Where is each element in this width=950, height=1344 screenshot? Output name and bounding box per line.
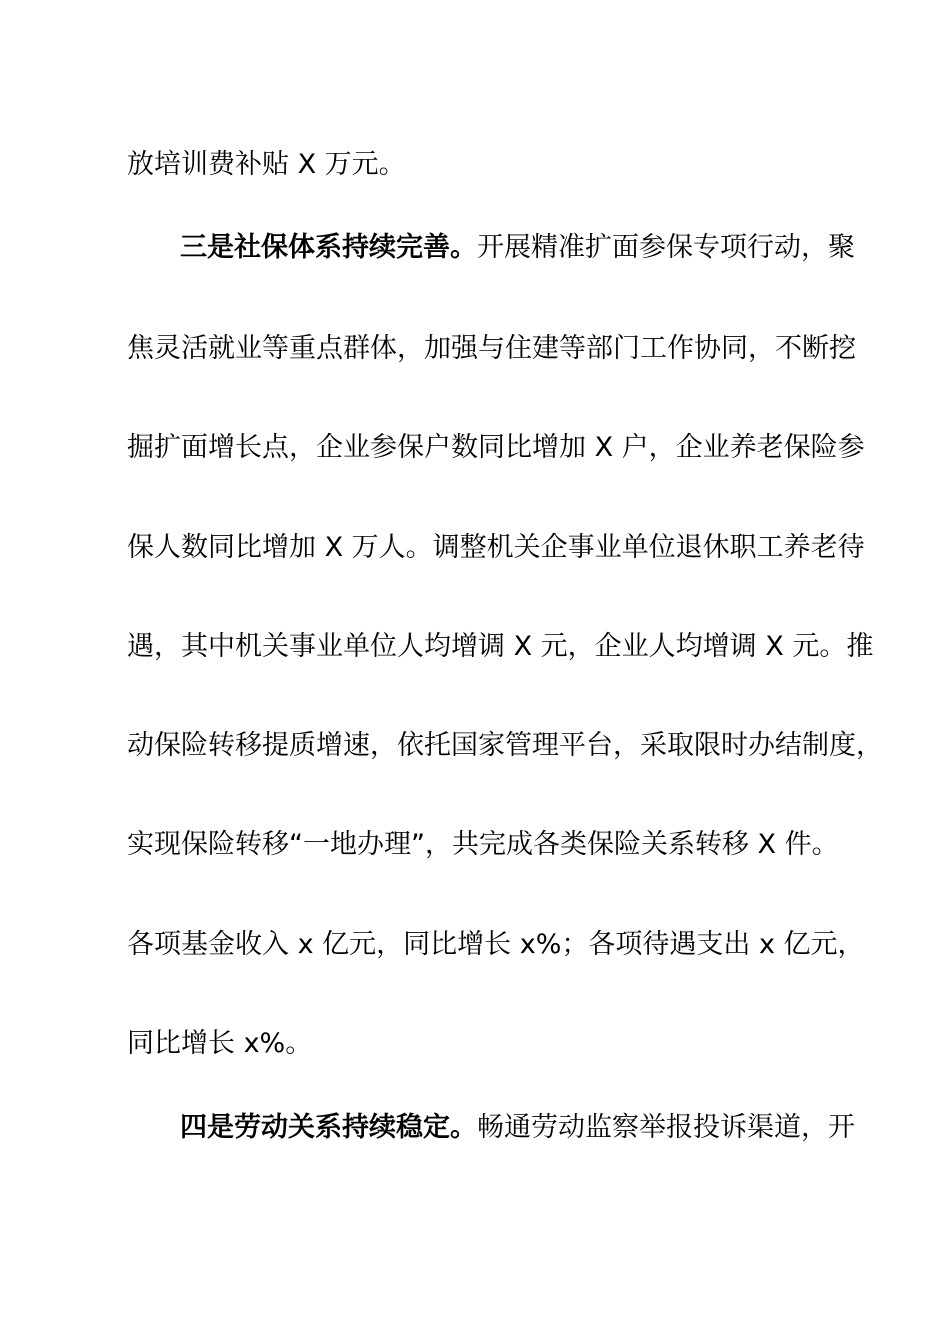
paragraph-first-line [180, 1108, 855, 1148]
paragraph-line [127, 726, 883, 766]
line-text: 各项基金收入 x 亿元，同比增长 x%；各项待遇支出 x 亿元， [127, 929, 865, 960]
line-text: 放培训费补贴 X 万元。 [127, 149, 406, 180]
line-text: 保人数同比增加 X 万人。调整机关企事业单位退休职工养老待 [127, 532, 865, 563]
line-text: 畅通劳动监察举报投诉渠道，开 [477, 1112, 855, 1143]
line-text: 动保险转移提质增速，依托国家管理平台，采取限时办结制度， [127, 730, 883, 761]
paragraph-line [127, 925, 865, 965]
line-text: 掘扩面增长点，企业参保户数同比增加 X 户，企业养老保险参 [127, 432, 865, 463]
paragraph-line [127, 627, 874, 667]
paragraph-line [127, 428, 865, 468]
line-text: 开展精准扩面参保专项行动，聚 [477, 232, 855, 263]
section-heading: 四是劳动关系持续稳定。 [180, 1112, 477, 1143]
paragraph-line [127, 825, 837, 865]
line-text: 焦灵活就业等重点群体，加强与住建等部门工作协同，不断挖 [127, 333, 856, 364]
line-text: 同比增长 x%。 [127, 1028, 313, 1059]
section-heading: 三是社保体系持续完善。 [180, 232, 477, 263]
paragraph-line [127, 1024, 837, 1064]
line-text: 实现保险转移“一地办理”，共完成各类保险关系转移 X 件。 [127, 829, 839, 860]
paragraph-line [127, 145, 837, 185]
paragraph-first-line [180, 228, 855, 268]
paragraph-line [127, 528, 865, 568]
line-text: 遇，其中机关事业单位人均增调 X 元，企业人均增调 X 元。推 [127, 631, 874, 662]
paragraph-line [127, 329, 856, 369]
